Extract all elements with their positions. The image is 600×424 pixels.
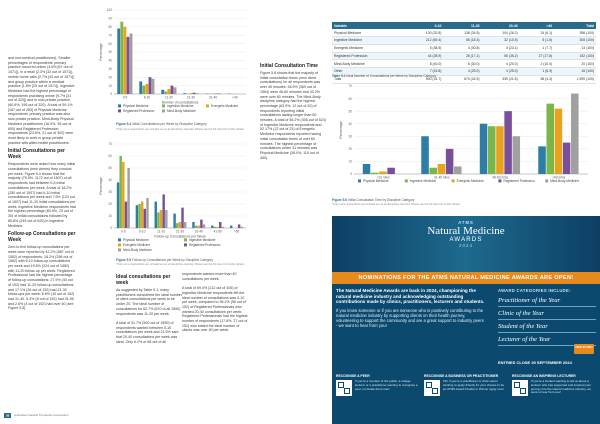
bar [563, 143, 571, 174]
text-column-3 [182, 272, 250, 336]
bar [513, 136, 521, 174]
figure-label: Figure 5.6 [332, 198, 348, 202]
awards-advert [332, 216, 600, 424]
qr-code-icon[interactable] [336, 380, 352, 396]
table-cell: 4 (25.0) [443, 68, 481, 76]
bar [174, 87, 177, 94]
paragraph: As suggested by Table 5.1, many practitioners considered the ideal number of client consultations per week to be under 20. The ideal number of consultations for 62.7% (670 of all 1590) respondents was 11-20 per week. A total of 31.7% (500 out of 1590) of respondents wanted between 0-10 consultations per week and 21.5% said that 20-40 consultations per week was ideal. Only 6.2% or 68 out of all [116, 288, 182, 344]
awards-logo [332, 220, 600, 248]
x-tick-label: 31-40 [194, 229, 203, 234]
y-axis-label: Percentage [339, 121, 343, 139]
new-badge: NEW IN 2024 [574, 344, 594, 354]
bar [446, 149, 454, 174]
x-tick-label: 0-5 [122, 95, 128, 100]
bar [379, 171, 387, 174]
table-cell: 16 (100) [554, 68, 596, 76]
table-header-cell: >40 [520, 22, 554, 29]
footer-text: Australian Natural Therapists Association [14, 413, 69, 417]
table-row [332, 29, 596, 36]
figure-caption [332, 198, 596, 202]
bar [488, 126, 496, 174]
table-cell: 104 (26.2) [482, 29, 520, 36]
table-cell: Physical Medicine [332, 29, 405, 36]
entries-close: ENTRIES CLOSE 30 SEPTEMBER 2024 [498, 360, 572, 365]
bar [123, 27, 126, 94]
bar [216, 227, 218, 228]
text-column-1 [8, 56, 76, 314]
figure-label: Figure 5.5 [116, 258, 132, 262]
bar [142, 86, 145, 94]
qr-code-icon[interactable] [512, 380, 528, 396]
y-tick-label: 0 [350, 172, 352, 177]
qr-code-icon[interactable] [424, 380, 440, 396]
legend-label: Energetic Medicine [211, 104, 239, 108]
legend-label: Physical Medicine [123, 238, 149, 242]
legend-swatch [452, 179, 455, 182]
table-cell: 13 (100) [554, 44, 596, 52]
bar [241, 227, 243, 228]
table-cell: Total [332, 75, 405, 83]
bar [139, 81, 142, 94]
legend-label: Mind-Body Medicine [167, 109, 196, 113]
x-tick-label: 11-20 [165, 95, 173, 100]
y-tick-label: 70 [108, 142, 112, 147]
y-tick-label: 60 [348, 96, 352, 101]
bar [125, 202, 127, 228]
y-tick-label: 40 [108, 58, 112, 63]
section-heading-ideal-consultations: Ideal consultations per week [116, 274, 171, 286]
table-row [332, 60, 596, 68]
x-axis-label: Number of consultations [161, 100, 199, 105]
bar [200, 220, 202, 228]
legend-swatch [498, 179, 501, 182]
nominations-banner: NOMINATIONS FOR THE ATMS NATURAL MEDICINE AWARDS ARE OPEN! [332, 272, 600, 284]
table-cell: 5 (1.6) [520, 36, 554, 44]
bar [546, 104, 554, 174]
table-cell: 20 (100) [554, 60, 596, 68]
section-heading-initial-consultations: Initial Consultations per Week [8, 148, 65, 161]
table-cell: 212 (69.4) [405, 36, 443, 44]
bar [421, 136, 429, 174]
x-axis-label: Follow-up Consultations per Week [154, 234, 206, 239]
table-cell: 4 (25.0) [482, 68, 520, 76]
figure-caption [116, 258, 256, 262]
paragraph: Figure 5.6 shows that the majority of initial consultation times (new client consultations) for all respondents was over 45 minutes: 46.9% (369 out of 1564) were 46-60 minutes and 43.2% were over 60 minutes. The Mind-Body discipline category had the highest percentage (63.9%, 12 out of 20) of respondents reporting initial consultations lasting longer than 60 minutes. A total of 56.2% (306 out of 524) of Ingestive Medicine respondents and 52.17% (12 out of 23) of Energetic Medicine respondents reported having initial consultation times of over 60 minutes. The highest percentage of consultations under 31 minutes was Physical Medicine (38.0%, 119 out of 450). [260, 71, 326, 160]
bar [136, 205, 138, 228]
bar [218, 93, 221, 94]
table-cell: 26 (17.1) [443, 52, 481, 60]
advert-lead: The Natural Medicine Awards are back in 2024, championing the natural medicine industry and acknowledging outstanding contributions made by clinics, practitioners, lecturers and students. [336, 288, 485, 305]
y-tick-label: 40 [108, 178, 112, 183]
category-item: Student of the Year [498, 323, 596, 333]
bar [196, 93, 199, 94]
figure-note: *Only some respondents are included as not all disciplines reported. Please see the full report for further details. [116, 263, 245, 266]
bar [117, 182, 119, 228]
categories-heading: AWARD CATEGORIES INCLUDE: [498, 288, 571, 293]
chart-consultation-time [332, 80, 594, 192]
y-tick-label: 80 [108, 25, 112, 29]
rec-text: OR, if you're a practitioner or clinic owner wanting to apply directly for your chance to be an ATMS Award Finalist or Winner apply now! [443, 379, 505, 391]
bar [161, 90, 164, 94]
y-tick-label: 20 [108, 75, 112, 80]
chart-follow-up-consultations [92, 138, 252, 258]
section-heading-consultation-time: Initial Consultation Time [260, 63, 318, 69]
page-footer [4, 413, 69, 417]
x-tick-label: 41-50 [213, 229, 222, 234]
bar [203, 224, 205, 228]
x-tick-label: 31-40 [208, 95, 218, 100]
bar [149, 77, 152, 94]
bar [184, 222, 186, 228]
recognise-lecturer[interactable] [512, 374, 596, 420]
legend-swatch [206, 104, 209, 107]
bar [214, 227, 216, 228]
bar [181, 208, 183, 228]
y-tick-label: 70 [348, 84, 352, 89]
bar [141, 202, 143, 228]
section-heading-follow-up: Follow-up Consultations per Week [8, 231, 76, 244]
x-tick-label: 31-45 mins [433, 175, 450, 180]
table-cell: 1,590 (100) [554, 75, 596, 83]
legend-label: Ingestive Medicine [409, 179, 437, 183]
table-cell: 4 (20.0) [482, 60, 520, 68]
bar [480, 124, 488, 174]
y-tick-label: 70 [108, 33, 112, 38]
bar [195, 226, 197, 228]
rec-heading: RECOGNISE A PEER [336, 374, 370, 378]
x-tick-label: 11-20 [157, 229, 166, 234]
y-axis-label: Percentage [99, 43, 103, 61]
y-tick-label: 60 [108, 154, 112, 159]
table-cell: 8 (40.0) [405, 60, 443, 68]
x-tick-label: 21-30 [186, 95, 196, 100]
recognise-business[interactable] [424, 374, 508, 420]
bar [179, 222, 181, 228]
rec-heading: RECOGNISE AN INSPIRING LECTURER [512, 374, 576, 378]
table-cell: Other [332, 68, 405, 76]
table-cell: 27 (17.8) [520, 52, 554, 60]
bar [120, 22, 123, 94]
table-title: Ideal Number of Consultations per Week by Discipline Category [346, 74, 437, 78]
legend-label: Energetic Medicine [123, 243, 151, 247]
table-header-cell: 20-40 [482, 22, 520, 29]
bar [183, 93, 186, 94]
legend-swatch [184, 238, 187, 241]
y-tick-label: 60 [108, 41, 112, 46]
figure-note: *Only some respondents are included as not all disciplines reported. Please see the full report for further details. [116, 128, 245, 131]
legend-swatch [162, 109, 165, 112]
table-cell: 396 (100) [554, 29, 596, 36]
bar [157, 212, 159, 228]
bar [192, 222, 194, 228]
page-number: 36 [6, 413, 10, 417]
table-header-cell: Variable [332, 22, 405, 29]
rec-text: If you're a member of the public, a college lecturer or a practitioner wanting to recognise a peer, nominate them now! [355, 379, 418, 391]
legend-swatch [118, 109, 121, 112]
bar [160, 210, 162, 228]
legend-swatch [184, 243, 187, 246]
bar [138, 204, 140, 228]
table-cell: 24 (6.1) [520, 29, 554, 36]
advert-text: If you know someone or if you are someone who is positively contributing to the natural medicine industry by supporting clients on their health journey, volunteering to support the community and are a great support to industry peers - we want to hear from you! [336, 307, 484, 329]
legend-swatch [405, 179, 408, 182]
legend-swatch [118, 243, 121, 246]
table-cell: 3 (23.1) [482, 44, 520, 52]
table-cell: Registered Profession [332, 52, 405, 60]
bar [438, 164, 446, 174]
legend-swatch [118, 104, 121, 107]
table-cell: 4 (30.8) [443, 44, 481, 52]
bar [454, 166, 462, 174]
chart-svg [332, 80, 594, 192]
legend-label: Ingestive Medicine [167, 104, 194, 108]
table-header-cell: 0-10 [405, 22, 443, 29]
recognise-peer[interactable] [336, 374, 420, 420]
y-tick-label: 90 [108, 16, 112, 21]
paragraph: respondents wanted more than 40 consultations per week. A total of 69.4% (212 out of 305) of Ingestive Medicine respondents felt the ideal number of consultations was 0-10 per week, compared to 36.2% (55 out of 152) of Registered Professionals who wanted 20-40 consultations per week. Registered Professionals had the highest number of respondents (17.8%, 27 out of 152) who stated the ideal number of clients was over 40 per week. [182, 272, 248, 333]
advert-body [336, 288, 486, 329]
x-tick-label: 0-5 [121, 229, 126, 234]
bar [363, 164, 371, 174]
y-tick-label: 0 [110, 226, 112, 231]
bar [238, 224, 240, 228]
legend-swatch [358, 179, 361, 182]
bar [496, 126, 504, 174]
x-tick-label: 6-10 [143, 95, 151, 100]
table-cell: 6 (30.0) [443, 60, 481, 68]
bar [230, 226, 232, 228]
category-item: Practitioner of the Year [498, 297, 596, 307]
x-tick-label: <31 mins [376, 175, 390, 180]
table-cell: 56 (18.3) [443, 36, 481, 44]
figure-caption [116, 122, 256, 126]
chart-svg [92, 4, 252, 122]
table-cell: Mind-Body Medicine [332, 60, 405, 68]
bar [167, 89, 170, 94]
figure-note: *Only some respondents are included as not all disciplines reported. Please see the full report for further details. [332, 203, 461, 206]
paragraph: Zero to five follow-up consultations per week were reported by 42.2% (687 out of 1582) of respondents, 18.2% (298 out of 1582) with 6-10 follow-up consultations per week and 19.5% (324 out of 1582) with 11-20 follow-up per week. Registered Professional had the highest percentage of follow-up consultations: 27.9% (40 out of 152) had 11-20 follow-up consultations and 17.1% (26 out of 152) had 21-30 follow-ups per week. 6.6% (10 out of 152) had 31-40. 5.3% (8 out of 152) had 41-50 and 2.6% (4 out of 152) had over 50 (see Figure 5.5). [8, 245, 75, 311]
figure-title: Initial Consultation Time by Discipline Category [347, 198, 415, 202]
bar [211, 226, 213, 228]
bar [146, 198, 148, 228]
table-cell: 1 (6.3) [520, 68, 554, 76]
bar [429, 168, 437, 174]
bar [189, 93, 192, 94]
bar [571, 94, 579, 174]
table-label: Table 5.1 [332, 74, 346, 78]
table-cell: 305 (100) [554, 36, 596, 44]
bar [371, 173, 379, 174]
y-tick-label: 50 [108, 166, 112, 171]
awards-org: ATMS [458, 220, 474, 225]
y-tick-label: 30 [348, 134, 352, 139]
table-cell: 670 (42.5) [443, 75, 481, 83]
y-tick-label: 30 [108, 67, 112, 71]
bar [127, 37, 130, 94]
y-tick-label: 0 [110, 92, 112, 97]
bar [222, 227, 224, 228]
table-cell: 55 (36.2) [482, 52, 520, 60]
x-tick-label: >60 mins [552, 175, 566, 180]
table-header-cell: 11-20 [443, 22, 481, 29]
table-header-row [332, 22, 596, 29]
table-cell: Ingestive Medicine [332, 36, 405, 44]
x-tick-label: 46-60 mins [492, 175, 509, 180]
legend-label: Physical Medicine [123, 104, 149, 108]
bar [145, 84, 148, 94]
bar [130, 34, 133, 94]
y-tick-label: 50 [348, 109, 352, 114]
figure-label: Figure 5.4 [116, 122, 132, 126]
table-cell: 130 (32.8) [405, 29, 443, 36]
legend-label: Registered Profession [189, 243, 221, 247]
bar [171, 86, 174, 94]
chart-initial-consultations [92, 4, 252, 122]
table-cell: Energetic Medicine [332, 44, 405, 52]
rec-text: If you're a student wanting to tell us about a lecturer who has supported and inspired your journey into the natural medicine industry, we want to hear from you! [531, 379, 592, 395]
legend-label: Mind-Body Medicine [550, 179, 580, 183]
bar [193, 93, 196, 94]
paragraph: Respondents were asked how many initial consultations (new clients) they conduct per week. Figure 5.4 shows that the majority (75.9%, 1172 out of 1507) of all respondents had between 0-5 initial consultations per week. A total of 18.2% (250 out of 1507) had 6-10 initial consultations per week and 7.6% (123 out of 1507) had 11-20 initial consultations per week. Ingestive Medicine respondents had the highest percentage (80.5%, 23 out of 30) of initial consultations followed by 85.8% (249 out of 620) in Ingestive Medicine. [8, 162, 76, 228]
bar [152, 79, 155, 94]
awards-subtitle: AWARDS [449, 237, 483, 243]
table-row [332, 44, 596, 52]
bar [155, 202, 157, 228]
x-tick-label: 6-10 [139, 229, 146, 234]
legend-label: Energetic Medicine [456, 179, 484, 183]
table-cell: 500 (31.7) [405, 75, 443, 83]
bar [117, 28, 120, 94]
bar [219, 222, 221, 228]
legend-swatch [162, 104, 165, 107]
table-cell: 138 (34.8) [443, 29, 481, 36]
bar [162, 194, 164, 228]
y-tick-label: 10 [108, 214, 112, 219]
awards-year: 2024 [458, 243, 473, 248]
table-header-cell: Total [554, 22, 596, 29]
table-cell: 1 (7.7) [520, 44, 554, 52]
awards-title: Natural Medicine [427, 225, 505, 237]
y-tick-label: 10 [108, 83, 112, 88]
table-cell: 68 (4.3) [520, 75, 554, 83]
y-tick-label: 20 [108, 202, 112, 207]
category-item: Lecturer of the Year [498, 336, 596, 346]
legend-label: Registered Profession [503, 179, 535, 183]
text-column-2 [116, 272, 184, 347]
legend-label: Mind-Body Medicine [123, 248, 152, 252]
table-cell: 2 (10.0) [520, 60, 554, 68]
award-categories [498, 288, 596, 349]
paragraph: and non-medical practitioners). Smaller percentages of respondents' primary practice occurred online (4.6% [67 out of 1571]), in a retail (2.3% [32 out of 1571]), mobile home calls (2.7% [43 out of 1571]) and group practice within a medical practice (1.8% [29 out of 1571]). Ingestive Medicine had the highest percentage of respondents practising online (9.7% [31 out of 320]) and in solo private practice (60.6%, 195 out of 320). A total of 59.1% [167 out of 283] of Physical Medicine respondents' primary practice was also solo private practice. Mind-Body Physical Medicine practitioners (16.0%, 95 out of 600) and Registered Profession respondents (23.6%, 21 out of 302) were most likely to work in group private practice with allied health practitioners. [8, 56, 75, 145]
bar [165, 210, 167, 228]
y-tick-label: 40 [348, 121, 352, 126]
table-cell: 339 (21.5) [482, 75, 520, 83]
table-caption [332, 74, 596, 78]
bar [119, 156, 121, 228]
bar [387, 168, 395, 174]
bar [555, 109, 563, 174]
y-tick-label: 10 [348, 159, 352, 164]
y-tick-label: 30 [108, 190, 112, 195]
legend-swatch [118, 248, 121, 251]
x-tick-label: 21-30 [175, 229, 185, 234]
table-row [332, 52, 596, 60]
legend-label: Ingestive Medicine [189, 238, 216, 242]
y-tick-label: 20 [348, 147, 352, 152]
bar [122, 162, 124, 228]
legend-label: Physical Medicine [363, 179, 389, 183]
bar [504, 111, 512, 174]
bar [176, 223, 178, 228]
figure-title: Initial Consultations per Week by Discipline Category [131, 122, 207, 126]
legend-swatch [545, 179, 548, 182]
table-cell: 5 (38.5) [405, 44, 443, 52]
y-tick-label: 50 [108, 50, 112, 55]
x-tick-label: >50 [233, 229, 240, 234]
table-cell: 152 (100) [554, 52, 596, 60]
table-cell: 44 (28.9) [405, 52, 443, 60]
legend-label: Registered Profession [123, 109, 155, 113]
text-column-4 [260, 61, 326, 163]
figure-title: Follow-up Consultations per Week by Discipline Category [131, 258, 214, 262]
bar [538, 146, 546, 174]
category-item: Clinic of the Year [498, 310, 596, 320]
table-cell: 7 (43.8) [405, 68, 443, 76]
table-cell: 32 (10.5) [482, 36, 520, 44]
x-tick-label: >40 [232, 95, 238, 100]
rec-heading: RECOGNISE A BUSINESS OR PRACTITIONER [424, 374, 499, 378]
bar [173, 214, 175, 228]
y-axis-label: Percentage [99, 177, 103, 195]
chart-svg [92, 138, 252, 258]
bar [198, 226, 200, 228]
recognition-options [336, 374, 598, 420]
table-row [332, 36, 596, 44]
bar [127, 168, 129, 228]
legend-swatch [118, 238, 121, 241]
y-tick-label: 100 [106, 8, 112, 13]
bar [164, 91, 167, 94]
bar [144, 209, 146, 228]
